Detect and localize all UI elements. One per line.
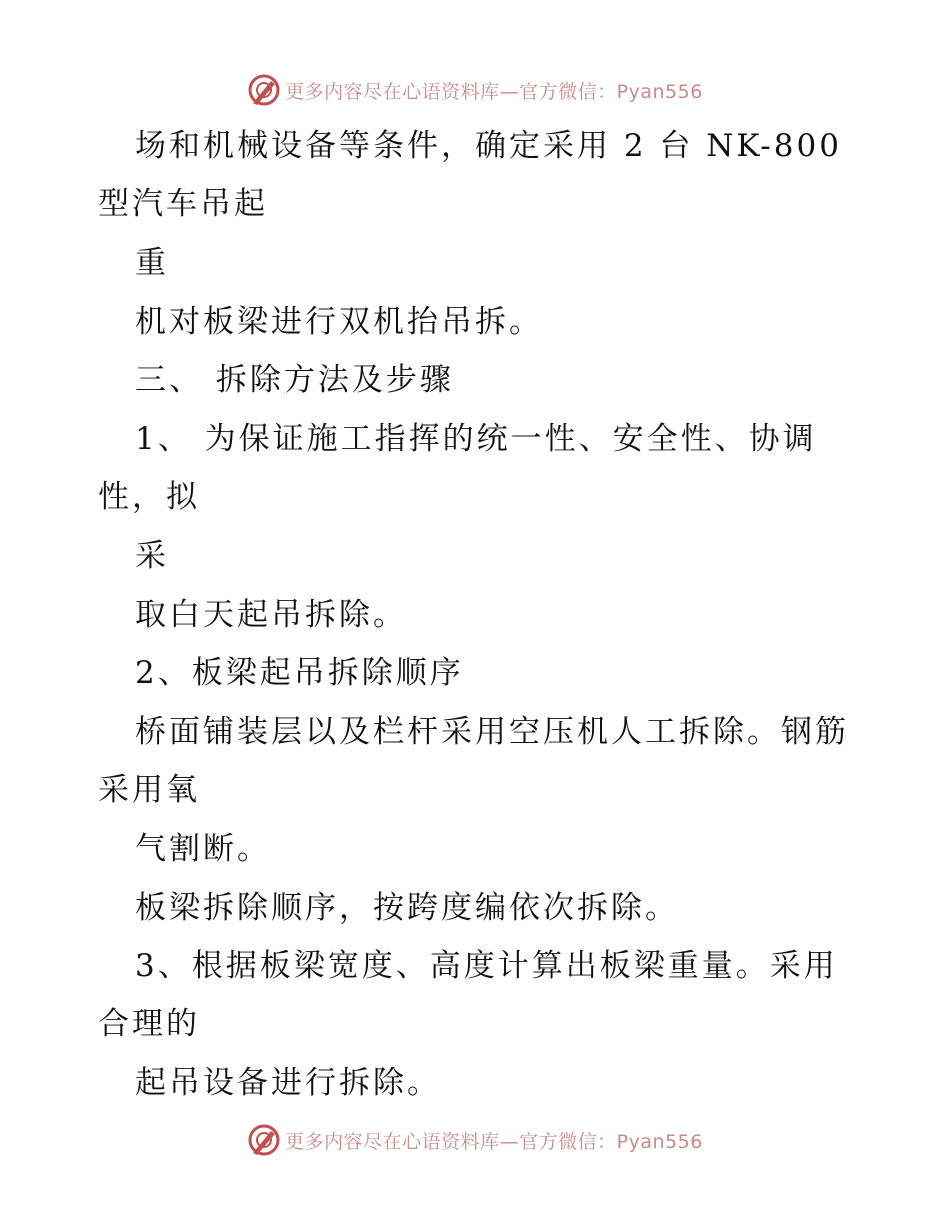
text-line: 采用氧 [98,772,200,808]
footer-watermark [0,1120,950,1160]
header-watermark [0,70,950,110]
text-line: 2、板梁起吊拆除顺序 [135,655,464,691]
text-line: 机对板梁进行双机抬吊拆。 [135,304,543,340]
pen-logo-icon [247,73,281,107]
section-heading: 三、 拆除方法及步骤 [135,362,454,398]
text-line: 重 [135,245,169,281]
watermark-text: 更多内容尽在心语资料库—官方微信：Pyan556 [285,80,703,103]
text-line: 性，拟 [98,479,200,515]
text-line: 桥面铺装层以及栏杆采用空压机人工拆除。钢筋 [135,714,849,750]
watermark-text: 更多内容尽在心语资料库—官方微信：Pyan556 [285,1130,703,1153]
text-line: 型汽车吊起 [98,186,268,222]
text-line: 取白天起吊拆除。 [135,597,407,633]
text-line: 板梁拆除顺序，按跨度编依次拆除。 [135,890,679,926]
text-line: 采 [135,538,169,574]
text-line: 1、 为保证施工指挥的统一性、安全性、协调 [135,421,817,457]
text-line: 起吊设备进行拆除。 [135,1065,441,1101]
text-line: 气割断。 [135,831,271,867]
pen-logo-icon [247,1123,281,1157]
text-line: 3、根据板梁宽度、高度计算出板梁重量。采用 [135,948,838,984]
text-line: 场和机械设备等条件，确定采用 2 台 NK-800 [135,128,842,164]
text-line: 合理的 [98,1006,200,1042]
